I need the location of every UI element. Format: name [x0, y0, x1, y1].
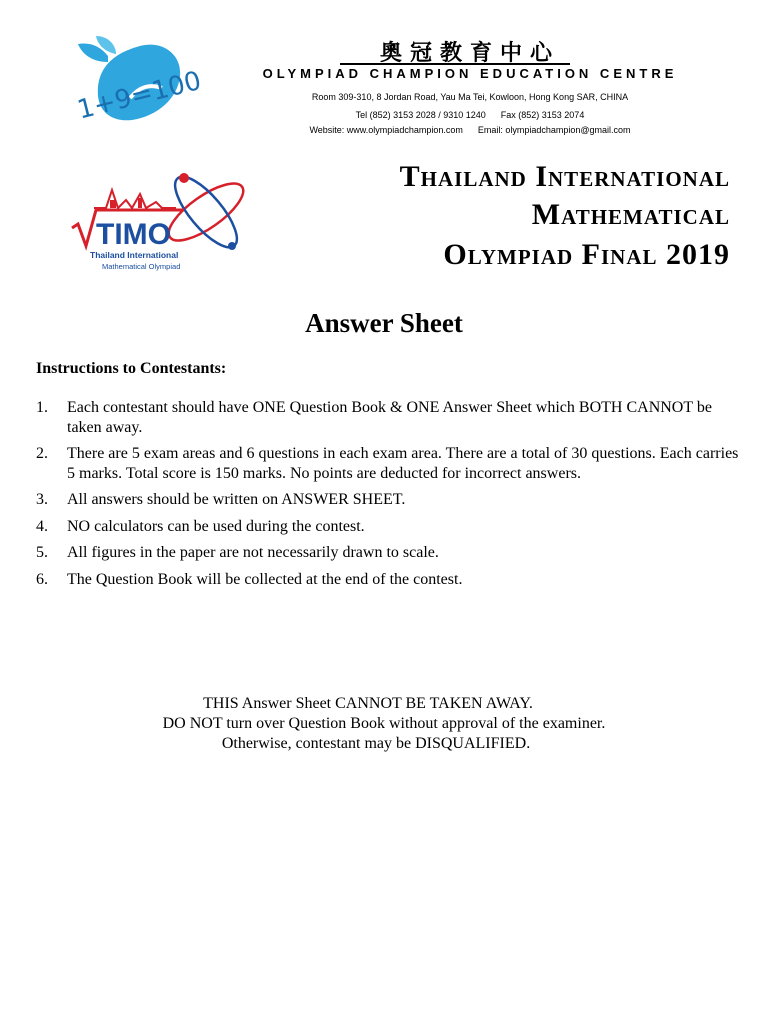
- title-line-3: Olympiad Final 2019: [443, 238, 730, 271]
- instruction-text: NO calculators can be used during the contest.: [67, 517, 365, 535]
- instruction-item: [36, 517, 741, 537]
- instruction-item: [36, 398, 741, 437]
- address-line: Room 309-310, 8 Jordan Road, Yau Ma Tei, Kowloon, Hong Kong SAR, CHINA: [311, 92, 629, 102]
- tel-fax-line: Tel (852) 3153 2028 / 9310 1240 Fax (852) 3153 2074: [355, 110, 585, 120]
- notice-line-2: DO NOT turn over Question Book without approval of the examiner.: [162, 715, 606, 732]
- english-centre-name: OLYMPIAD CHAMPION EDUCATION CENTRE: [262, 66, 678, 81]
- website-email-line: Website: www.olympiadchampion.com Email: olympiadchampion@gmail.com: [309, 125, 631, 135]
- instruction-number: 2.: [36, 445, 48, 462]
- timo-logo-line2: Mathematical Olympiad: [102, 262, 181, 271]
- instruction-number: 4.: [36, 517, 48, 535]
- instruction-text: There are 5 exam areas and 6 questions in each exam area. There are a total of 30 questions. Each carries 5 marks. Total score is 150 marks. No points are deducted for incorrect answers.: [67, 445, 739, 482]
- title-line-1: Thailand International: [399, 160, 730, 193]
- instruction-item: [36, 543, 741, 563]
- instruction-text: All figures in the paper are not necessarily drawn to scale.: [67, 544, 439, 561]
- instructions-heading: Instructions to Contestants:: [36, 360, 227, 377]
- instruction-text: All answers should be written on ANSWER SHEET.: [67, 491, 406, 508]
- timo-logo: [66, 150, 256, 282]
- ocec-logo-text: 1+9=100: [74, 65, 205, 126]
- instruction-number: 6.: [36, 570, 48, 588]
- instruction-text: The Question Book will be collected at the end of the contest.: [67, 570, 463, 588]
- instruction-number: 3.: [36, 491, 48, 508]
- chinese-name-underline: [340, 63, 570, 65]
- notice-line-3: Otherwise, contestant may be DISQUALIFIED.: [221, 735, 531, 752]
- notice-line-1: THIS Answer Sheet CANNOT BE TAKEN AWAY.: [203, 695, 533, 712]
- title-line-2: Mathematical: [531, 198, 730, 231]
- instruction-text: Each contestant should have ONE Question Book & ONE Answer Sheet which BOTH CANNOT be taken away.: [67, 399, 712, 436]
- instruction-number: 5.: [36, 544, 48, 561]
- timo-logo-abbr: TIMO: [96, 218, 171, 251]
- instruction-number: 1.: [36, 399, 48, 416]
- instruction-item: [36, 570, 741, 590]
- answer-sheet-heading: Answer Sheet: [305, 308, 463, 338]
- ocec-logo: [70, 36, 220, 128]
- instruction-item: [36, 490, 741, 510]
- timo-logo-line1: Thailand International: [90, 250, 179, 260]
- instructions-list: [36, 398, 741, 596]
- chinese-centre-name: 奧冠教育中心: [379, 40, 560, 66]
- instruction-item: [36, 444, 741, 483]
